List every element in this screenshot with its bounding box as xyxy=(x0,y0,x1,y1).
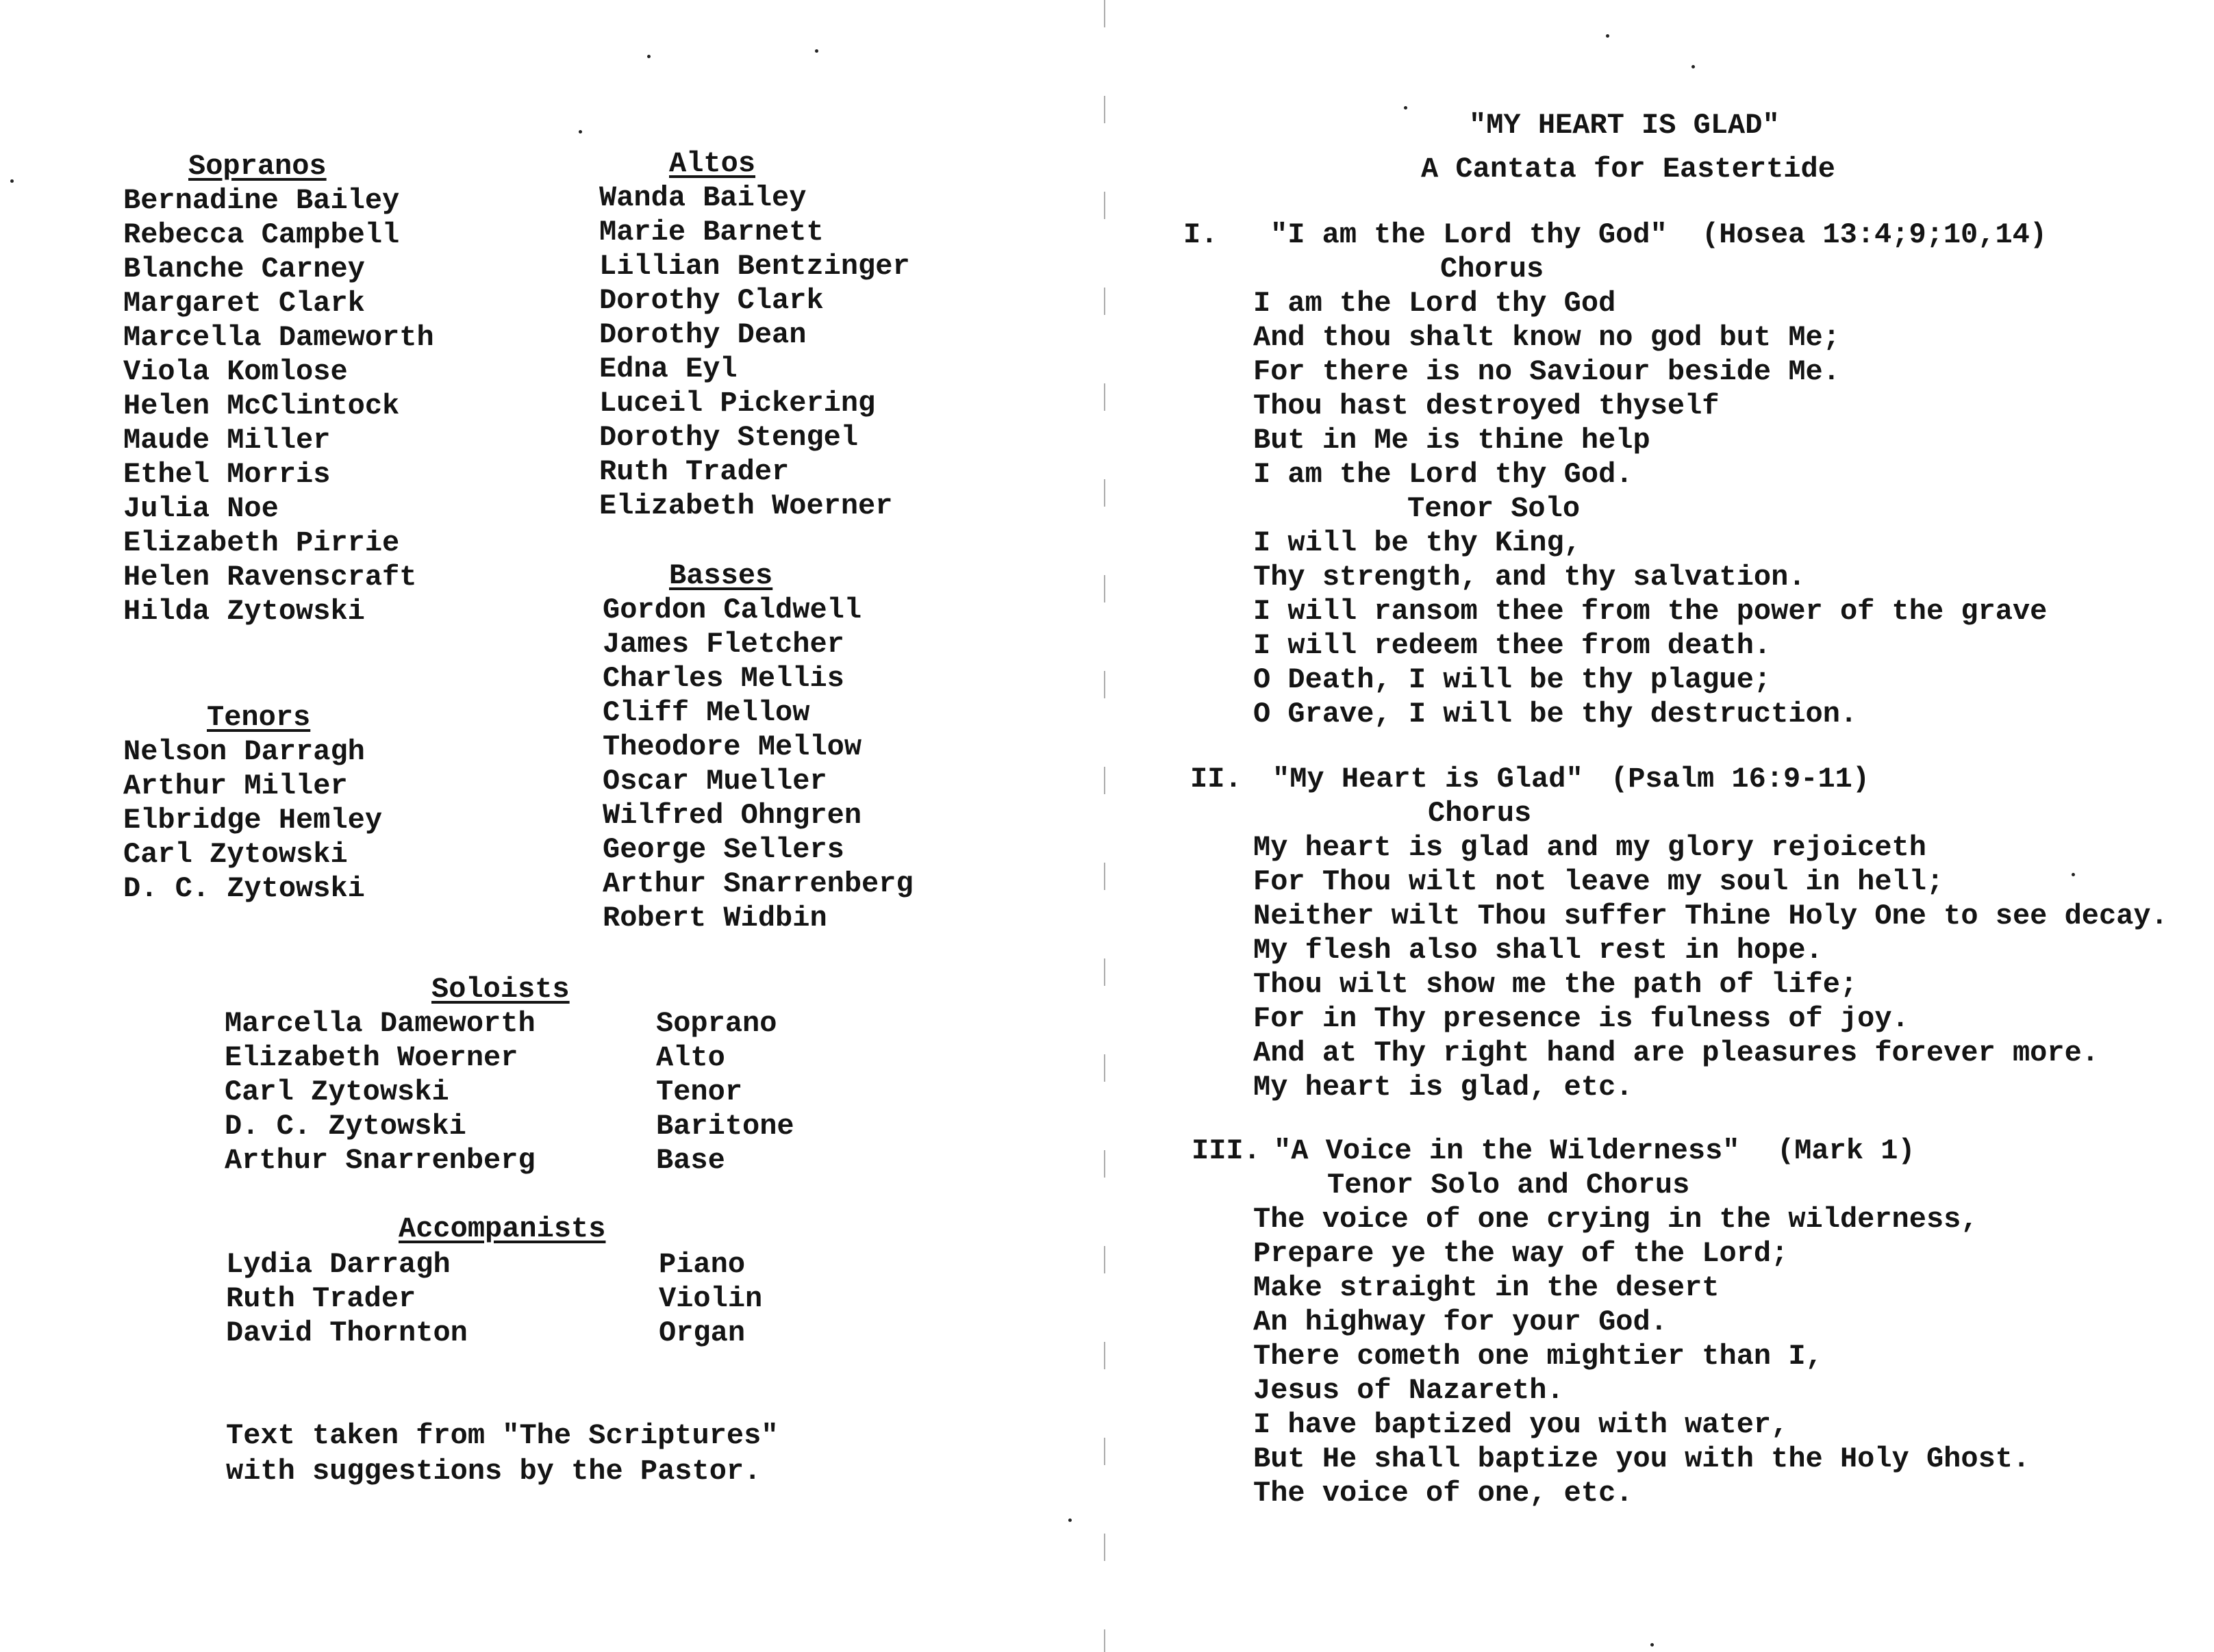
bass-name: James Fletcher xyxy=(603,628,844,661)
soloist-part: Alto xyxy=(656,1041,725,1074)
soloists-names xyxy=(225,1009,536,1180)
section-reference: (Mark 1) xyxy=(1777,1134,1915,1167)
soprano-name: Ethel Morris xyxy=(123,458,331,491)
alto-name: Dorothy Stengel xyxy=(599,421,859,454)
scan-speck xyxy=(579,130,582,134)
soprano-name: Blanche Carney xyxy=(123,253,365,285)
part-label: Chorus xyxy=(1440,253,1544,285)
alto-name: Lillian Bentzinger xyxy=(599,250,910,283)
scan-speck xyxy=(1691,65,1695,68)
soprano-name: Julia Noe xyxy=(123,492,279,525)
accompanist-instrument: Violin xyxy=(659,1282,763,1315)
lyric-line: My heart is glad and my glory rejoiceth xyxy=(1253,831,1926,864)
tenors-heading: Tenors xyxy=(207,701,311,734)
lyric-line: And thou shalt know no god but Me; xyxy=(1253,321,1840,354)
lyric-line: Thy strength, and thy salvation. xyxy=(1253,561,1806,594)
accompanists-instruments xyxy=(659,1250,762,1353)
alto-name: Edna Eyl xyxy=(599,353,738,385)
alto-name: Dorothy Clark xyxy=(599,284,824,317)
lyric-line: I am the Lord thy God. xyxy=(1253,458,1633,491)
section-title: "I am the Lord thy God" xyxy=(1270,218,1668,251)
tenor-name: Arthur Miller xyxy=(123,770,348,802)
bass-name: George Sellers xyxy=(603,833,844,866)
section-title: "My Heart is Glad" xyxy=(1272,763,1583,796)
alto-name: Wanda Bailey xyxy=(599,181,807,214)
section-number: II. xyxy=(1190,763,1242,796)
part-label: Chorus xyxy=(1428,797,1532,830)
section-number: III. xyxy=(1192,1134,1261,1167)
bass-name: Arthur Snarrenberg xyxy=(603,867,914,900)
soprano-name: Helen Ravenscraft xyxy=(123,561,417,594)
lyric-line: The voice of one crying in the wilderness, xyxy=(1253,1203,1978,1236)
cantata-title: "MY HEART IS GLAD" xyxy=(1469,109,1780,142)
bass-name: Robert Widbin xyxy=(603,902,827,935)
lyric-line: There cometh one mightier than I, xyxy=(1253,1340,1823,1373)
scan-speck xyxy=(2072,873,2075,876)
text-source-note-line-2: with suggestions by the Pastor. xyxy=(226,1455,762,1488)
section-number: I. xyxy=(1183,218,1218,251)
accompanist-name: David Thornton xyxy=(226,1317,468,1349)
lyric-line: Prepare ye the way of the Lord; xyxy=(1253,1237,1789,1270)
tenors-list xyxy=(123,737,382,908)
soprano-name: Marcella Dameworth xyxy=(123,321,434,354)
scan-speck xyxy=(1606,34,1609,38)
alto-name: Dorothy Dean xyxy=(599,318,807,351)
tenor-name: Nelson Darragh xyxy=(123,735,365,768)
bass-name: Wilfred Ohngren xyxy=(603,799,862,832)
soprano-name: Helen McClintock xyxy=(123,390,400,422)
part-label: Tenor Solo and Chorus xyxy=(1327,1169,1690,1202)
basses-list xyxy=(603,596,914,938)
soprano-name: Elizabeth Pirrie xyxy=(123,526,400,559)
section-reference: (Hosea 13:4;9;10,14) xyxy=(1702,218,2048,251)
alto-name: Luceil Pickering xyxy=(599,387,876,420)
lyric-line: But He shall baptize you with the Holy Ghost. xyxy=(1253,1443,2030,1475)
lyric-line: I will be thy King, xyxy=(1253,526,1581,559)
lyric-line: Thou wilt show me the path of life; xyxy=(1253,968,1858,1001)
alto-name: Ruth Trader xyxy=(599,455,790,488)
lyric-line: I am the Lord thy God xyxy=(1253,287,1616,320)
soprano-name: Bernadine Bailey xyxy=(123,184,400,217)
bass-name: Charles Mellis xyxy=(603,662,844,695)
scan-speck xyxy=(815,49,818,53)
text-source-note-line-1: Text taken from "The Scriptures" xyxy=(226,1419,779,1452)
basses-heading: Basses xyxy=(669,559,773,592)
accompanist-instrument: Piano xyxy=(659,1248,746,1281)
scan-speck xyxy=(10,179,14,183)
lyric-line: I will ransom thee from the power of the grave xyxy=(1253,595,2048,628)
soprano-name: Maude Miller xyxy=(123,424,331,457)
accompanist-name: Lydia Darragh xyxy=(226,1248,451,1281)
cantata-subtitle: A Cantata for Eastertide xyxy=(1421,153,1835,186)
bass-name: Theodore Mellow xyxy=(603,730,862,763)
accompanists-names xyxy=(226,1250,468,1353)
lyric-line: For in Thy presence is fulness of joy. xyxy=(1253,1002,1909,1035)
alto-name: Elizabeth Woerner xyxy=(599,490,893,522)
lyric-line: Jesus of Nazareth. xyxy=(1253,1374,1564,1407)
soloists-heading: Soloists xyxy=(431,973,570,1006)
soloists-parts xyxy=(656,1009,794,1180)
soloist-name: Carl Zytowski xyxy=(225,1076,449,1108)
soloist-name: Marcella Dameworth xyxy=(225,1007,536,1040)
lyric-line: For Thou wilt not leave my soul in hell; xyxy=(1253,865,1944,898)
section-reference: (Psalm 16:9-11) xyxy=(1611,763,1870,796)
soloist-name: Elizabeth Woerner xyxy=(225,1041,518,1074)
lyric-line: Thou hast destroyed thyself xyxy=(1253,390,1720,422)
soprano-name: Viola Komlose xyxy=(123,355,348,388)
soloist-part: Baritone xyxy=(656,1110,794,1143)
altos-list xyxy=(599,183,910,526)
lyric-line: I have baptized you with water, xyxy=(1253,1408,1789,1441)
lyric-line: But in Me is thine help xyxy=(1253,424,1650,457)
soloist-part: Base xyxy=(656,1144,725,1177)
lyric-line: Neither wilt Thou suffer Thine Holy One to see decay. xyxy=(1253,900,2168,932)
soloist-part: Soprano xyxy=(656,1007,777,1040)
scan-speck xyxy=(1068,1518,1072,1522)
part-label: Tenor Solo xyxy=(1407,492,1581,525)
scan-speck xyxy=(647,55,651,58)
soprano-name: Margaret Clark xyxy=(123,287,365,320)
scan-speck xyxy=(1650,1643,1654,1647)
lyric-line: I will redeem thee from death. xyxy=(1253,629,1772,662)
bass-name: Oscar Mueller xyxy=(603,765,827,798)
tenor-name: D. C. Zytowski xyxy=(123,872,365,905)
bass-name: Gordon Caldwell xyxy=(603,594,862,626)
scan-speck xyxy=(1404,106,1407,110)
lyric-line: O Death, I will be thy plague; xyxy=(1253,663,1772,696)
lyric-line: Make straight in the desert xyxy=(1253,1271,1720,1304)
accompanists-heading: Accompanists xyxy=(399,1212,606,1245)
lyric-line: O Grave, I will be thy destruction. xyxy=(1253,698,1858,730)
accompanist-name: Ruth Trader xyxy=(226,1282,416,1315)
section-title: "A Voice in the Wilderness" xyxy=(1274,1134,1740,1167)
lyric-line: And at Thy right hand are pleasures forever more. xyxy=(1253,1037,2100,1069)
soprano-name: Hilda Zytowski xyxy=(123,595,365,628)
soloist-name: D. C. Zytowski xyxy=(225,1110,466,1143)
tenor-name: Elbridge Hemley xyxy=(123,804,383,837)
soloist-part: Tenor xyxy=(656,1076,743,1108)
sopranos-heading: Sopranos xyxy=(188,150,327,183)
sopranos-list xyxy=(123,186,434,631)
tenor-name: Carl Zytowski xyxy=(123,838,348,871)
lyric-line: My heart is glad, etc. xyxy=(1253,1071,1633,1104)
lyric-line: The voice of one, etc. xyxy=(1253,1477,1633,1510)
soloist-name: Arthur Snarrenberg xyxy=(225,1144,536,1177)
accompanist-instrument: Organ xyxy=(659,1317,746,1349)
soprano-name: Rebecca Campbell xyxy=(123,218,400,251)
alto-name: Marie Barnett xyxy=(599,216,824,249)
altos-heading: Altos xyxy=(669,147,756,180)
lyric-line: For there is no Saviour beside Me. xyxy=(1253,355,1840,388)
lyric-line: My flesh also shall rest in hope. xyxy=(1253,934,1823,967)
lyric-line: An highway for your God. xyxy=(1253,1306,1668,1338)
page-fold xyxy=(1104,0,1105,1652)
bass-name: Cliff Mellow xyxy=(603,696,810,729)
